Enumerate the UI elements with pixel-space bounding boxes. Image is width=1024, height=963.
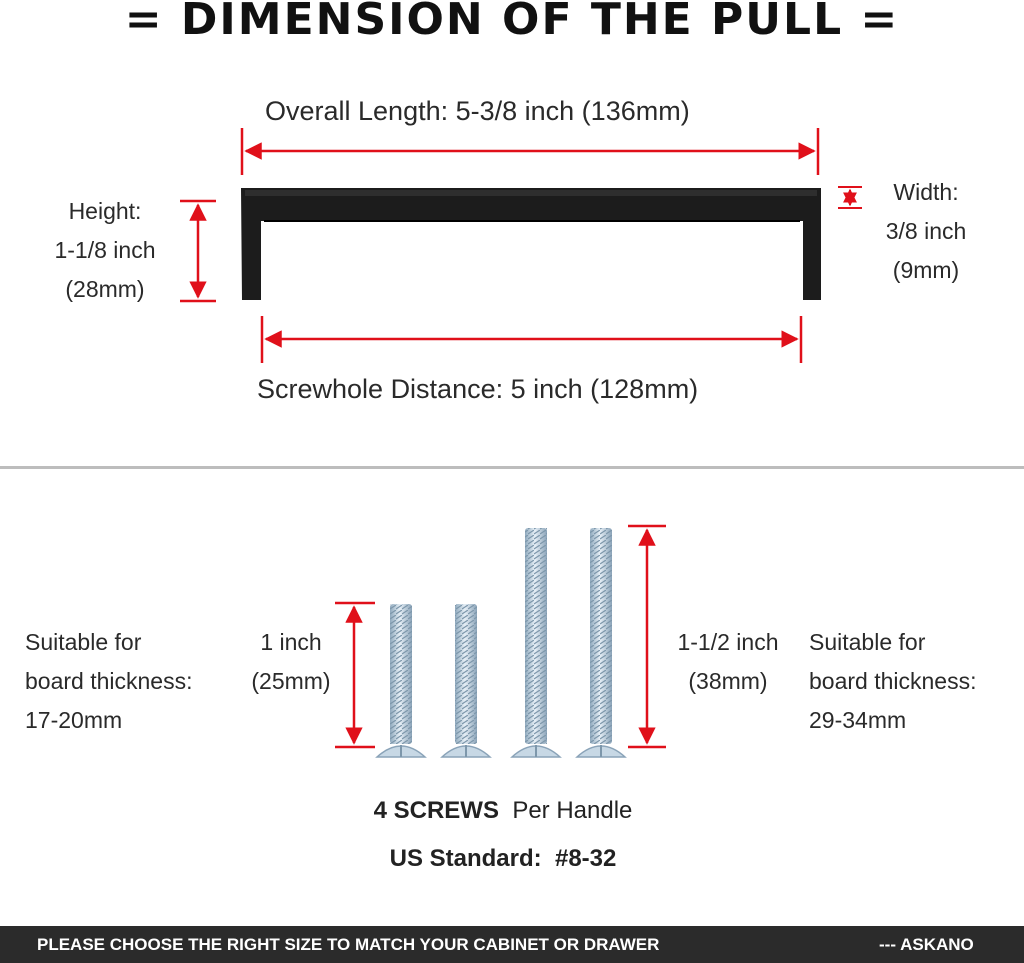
right-suitable-line2: board thickness: — [809, 668, 977, 694]
screwhole-distance-dimension — [262, 316, 801, 363]
section-divider — [0, 466, 1024, 469]
width-mm: (9mm) — [892, 257, 960, 283]
overall-length-label: Overall Length: 5-3/8 inch (136mm) — [265, 96, 690, 126]
left-suitable-line1: Suitable for — [25, 629, 142, 655]
width-inch: 3/8 inch — [885, 218, 967, 244]
width-label — [866, 173, 986, 290]
height-dimension — [180, 201, 216, 301]
screwhole-distance-label: Screwhole Distance: 5 inch (128mm) — [257, 374, 699, 404]
height-title: Height: — [68, 198, 142, 224]
short-screw-length — [236, 623, 346, 701]
short-screw-inch: 1 inch — [260, 629, 322, 655]
long-screw-mm: (38mm) — [688, 668, 768, 694]
long-screw-inch: 1-1/2 inch — [677, 629, 779, 655]
right-thickness-range: 29-34mm — [809, 707, 907, 733]
left-suitable-line2: board thickness: — [25, 668, 193, 694]
screw-count — [0, 797, 1006, 825]
footer-bar — [0, 926, 1024, 963]
screw-long-1 — [512, 528, 560, 757]
long-screw-dimension — [628, 526, 666, 747]
screw-short-1 — [377, 604, 425, 757]
height-mm: (28mm) — [65, 276, 145, 302]
overall-length-dimension — [242, 128, 818, 175]
width-title: Width: — [893, 179, 959, 205]
width-dimension — [838, 187, 862, 208]
short-screw-mm: (25mm) — [251, 668, 331, 694]
long-screw-length — [664, 623, 792, 701]
left-suitable-text — [25, 623, 192, 740]
screw-short-2 — [442, 604, 490, 757]
footer-brand: --- ASKANO — [879, 935, 974, 954]
height-inch: 1-1/8 inch — [54, 237, 156, 263]
screw-count-rest: Per Handle — [512, 797, 633, 824]
right-suitable-line1: Suitable for — [809, 629, 926, 655]
footer-message: PLEASE CHOOSE THE RIGHT SIZE TO MATCH YOUR CABINET OR DRAWER — [37, 935, 660, 954]
left-thickness-range: 17-20mm — [25, 707, 123, 733]
screw-long-2 — [577, 528, 625, 757]
pull-handle — [241, 188, 821, 300]
screw-count-bold: 4 SCREWS — [373, 797, 499, 824]
right-suitable-text — [809, 623, 976, 740]
us-standard: US Standard: #8-32 — [389, 845, 617, 872]
height-label — [40, 192, 170, 309]
page-title: = DIMENSION OF THE PULL = — [124, 0, 900, 45]
